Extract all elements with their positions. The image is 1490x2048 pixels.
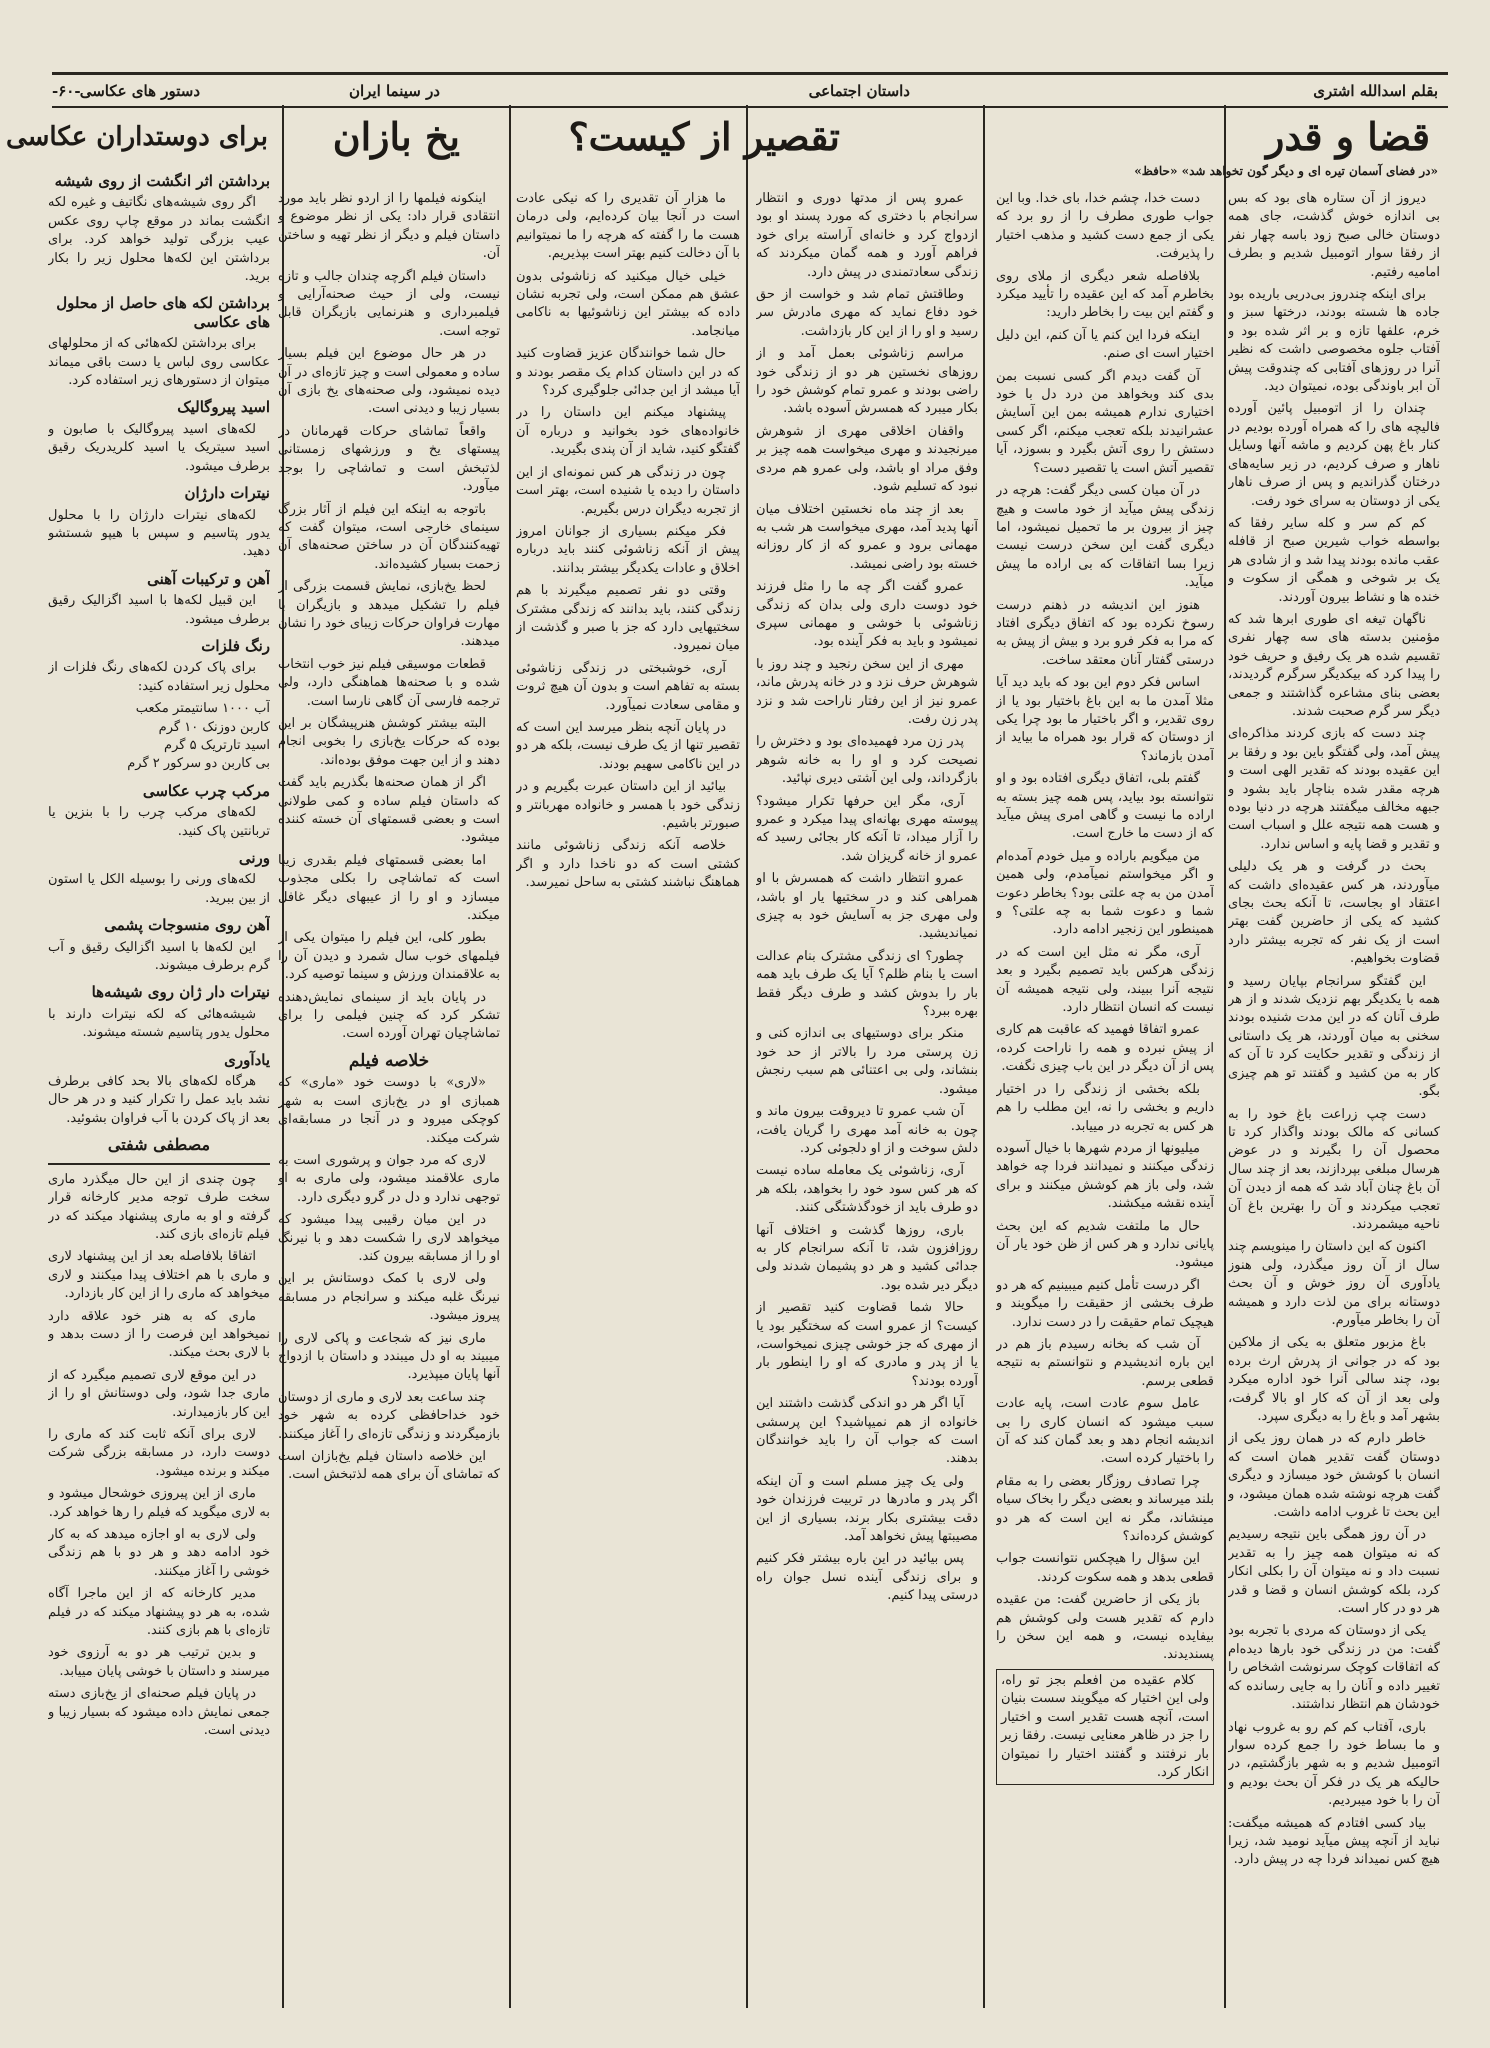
paragraph: عمرو اتفاقا فهمید که عاقبت هم کاری از پیش نبرده و همه را ناراحت کرده، پس از آن دیگر در این باب چیزی نگفت. [996,1022,1214,1075]
paragraph: آیا اگر هر دو اندکی گذشت داشتند این خانواده از هم نمیپاشید؟ این پرسشی است که جواب آن را باید خوانندگان بدهند. [756,1396,978,1467]
column-3 [756,190,978,2008]
paragraph: باری، روزها گذشت و اختلاف آنها روزافزون شد، تا آنکه سرانجام کار به جدائی کشید و هر دو پشیمان شدند ولی دیگر دیر شده بود. [756,1222,978,1293]
column-rule [983,105,985,2008]
paragraph: قطعات موسیقی فیلم نیز خوب انتخاب شده و با صحنه‌ها هماهنگی دارد، ولی ترجمه فارسی آن گاهی نارسا است. [278,656,500,709]
paragraph: این خلاصه داستان فیلم یخ‌بازان است که تماشای آن برای همه لذتبخش است. [278,1449,500,1483]
paragraph: چرا تصادف روزگار بعضی را به مقام بلند میرساند و بعضی دیگر را بخاک سیاه مینشاند، مگر نه این است که هر دو کوشش کرده‌اند؟ [996,1473,1214,1545]
paragraph: حال ما ملتفت شدیم که این بحث پایانی ندارد و هر کس از ظن خود یار آن میشود. [996,1218,1214,1271]
paragraph: بیاد کسی افتادم که همیشه میگفت: نباید از آنچه پیش میآید نومید شد، زیرا هیچ کس نمیداند فردا چه در پیش دارد. [1228,1815,1440,1868]
section-heading: اسید پیروگالیک [177,398,270,417]
paragraph: در پایان آنچه بنظر میرسد این است که تقصیر تنها از یک طرف نیست، بلکه هر دو در این ناکامی سهیم بودند. [516,719,740,772]
article-title-photography: برای دوستداران عکاسی [5,122,268,152]
paragraph: ماری که به هنر خود علاقه دارد نمیخواهد این فرصت را از دست بدهد و با لاری بحث میکند. [48,1308,270,1361]
paragraph: دیروز از آن ستاره های بود که بس بی اندازه خوش گذشت، جای همه دوستان خالی صبح زود باسه چهار نفر از رفقا سوار اتومبیل شدیم و بطرف امامیه رفتیم. [1228,191,1440,280]
paragraph: آری، مگر نه مثل این است که در زندگی هرکس باید تصمیم بگیرد و بعد نتیجه آنرا ببیند، ولی نتیجه همیشه آن نیست که انسان انتظار دارد. [996,944,1214,1016]
paragraph: ماری از این پیروزی خوشحال میشود و به لاری میگوید که فیلم را رها خواهد کرد. [48,1486,270,1520]
section-heading: مرکب چرب عکاسی [142,781,270,800]
paragraph: لاری که مرد جوان و پرشوری است به ماری علاقمند میشود، ولی ماری به او توجهی ندارد و دل در گرو دیگری دارد. [278,1152,500,1205]
paragraph: بحث در گرفت و هر یک دلیلی میآوردند، هر کس عقیده‌ای داشت که اعتقاد او بجاست، تا آنکه بحث بجای کشید که یکی از حاضرین گفت بهتر است از یک نفر که تجربه بیشتر دارد قضاوت بخواهیم. [1228,859,1440,967]
paragraph: البته بیشتر کوشش هنرپیشگان بر این بوده که حرکات یخ‌بازی را بخوبی انجام دهند و از این جهت موفق بوده‌اند. [278,715,500,768]
paragraph: چون چندی از این حال میگذرد ماری سخت طرف توجه مدیر کارخانه قرار گرفته و او به ماری پیشنهاد میکند که در فیلم تازه‌ای بازی کند. [48,1171,270,1242]
section-heading: رنگ فلزات [201,636,270,655]
paragraph: من میگویم باراده و میل خودم آمده‌ام و اگر میخواستم نمیآمدم، ولی همین آمدن من به چه علتی بود؟ بخاطر دعوت شما و دعوت شما به چه علتی؟ و همینطور این زنجیر ادامه دارد. [996,848,1214,938]
paragraph: اساس فکر دوم این بود که باید دید آیا مثلا آمدن ما به این باغ باختیار بود یا از روی تقدیر، و اگر باختیار ما بود چرا یکی از دوستان که قرار بود همراه ما بیاید از آمدن بازماند؟ [996,675,1214,764]
paragraph: چندان را از اتومبیل پائین آورده فالیچه های را که همراه آورده بودیم در کنار باغ پهن کردیم و ماشه آنها وسایل ناهار و صرف کردیم، در زیر سایه‌های درختان گذراندیم و پس از صرف ناهار یکی از دوستان به سرای خود رفت. [1228,401,1440,509]
paragraph: مراسم زناشوئی بعمل آمد و از روزهای نخستین هر دو از زندگی خود راضی بودند و عمرو تمام کوشش خود را بکار میبرد که همسرش آسوده باشد. [756,346,978,417]
paragraph: پدر زن مرد فهمیده‌ای بود و دخترش را نصیحت کرد و او را به خانه شوهر بازگرداند، ولی این آشتی دیری نپائید. [756,734,978,787]
paragraph: شیشه‌هائی که لکه نیترات دارند با محلول یدور پتاسیم شسته میشوند. [48,1006,270,1041]
paragraph: بیائید از این داستان عبرت بگیریم و در زندگی خود با همسر و خانواده مهربانتر و صبورتر باشیم. [516,779,740,831]
column-4 [516,190,740,2008]
paragraph: یکی از دوستان که مردی با تجربه بود گفت: من در زندگی خود بارها دیده‌ام که اتفاقات کوچک سرنوشت اشخاص را تغییر داده و آنان را به جایی رسانده که خودشان هم انتظار نداشتند. [1228,1623,1440,1713]
article-title-yakh-bazan: یخ بازان [332,114,460,159]
paragraph: پس بیائید در این باره بیشتر فکر کنیم و برای زندگی آینده نسل جوان راه درستی پیدا کنیم. [756,1551,978,1604]
paragraph: اینکه فردا این کنم یا آن کنم، این دلیل اختیار است ای صنم. [996,327,1214,362]
boxed-note: کلام عقیده من افعلم بجز تو راه، ولی این اختیار که میگویند سست بنیان است، آنچه هست تقدیر است و اختیار را جز در ظاهر معنایی نیست. رفقا زیر بار نرفتند و گفتند اختیار را نمیتوان انکار کرد. [996,1669,1214,1785]
column-1 [1228,190,1440,2008]
paragraph: باری، آفتاب کم کم رو به غروب نهاد و ما بساط خود را جمع کرده سوار اتومبیل شدیم و به شهر بازگشتیم، در حالیکه هر یک در فکر آن بحث بودیم و آن را با خود میبردیم. [1228,1719,1440,1809]
paragraph: چطور؟ ای زندگی مشترک بنام عدالت است یا بنام ظلم؟ آیا یک طرف باید همه بار را بدوش کشد و طرف دیگر فقط بهره ببرد؟ [756,948,978,1020]
paragraph: خاطر دارم که در همان روز یکی از دوستان گفت تقدیر همان است که انسان با کوشش خود میسازد و دیگری گفت هرچه نوشته شده همان میشود، و این بحث تا غروب ادامه داشت. [1228,1431,1440,1521]
paragraph: عمرو گفت اگر چه ما را مثل فرزند خود دوست داری ولی بدان که زندگی زناشوئی با خوشی و مهمانی سپری نمیشود و باید به فکر آینده بود. [756,579,978,650]
section-heading: برداشتن لکه های حاصل از محلول های عکاسی [56,294,270,331]
page-number: -۶۰- [52,82,81,100]
paragraph: بلکه بخشی از زندگی را در اختیار داریم و بخشی را نه، این مطلب را هم هر کس به تجربه در مییابد. [996,1081,1214,1134]
paragraph: عمرو انتظار داشت که همسرش با او همراهی کند و در سختیها یار او باشد، ولی مهری جز به آسایش خود به چیزی نمیاندیشید. [756,871,978,942]
paragraph: مهری از این سخن رنجید و چند روز با شوهرش حرف نزد و در خانه پدرش ماند، عمرو نیز از این رفتار ناراحت شد و نزد پدر زن رفت. [756,656,978,727]
paragraph: ماری نیز که شجاعت و پاکی لاری را میبیند به او دل میبندد و داستان با ازدواج آنها پایان میپذیرد. [278,1330,500,1383]
paragraph: در این میان رقیبی پیدا میشود که میخواهد لاری را شکست دهد و با نیرنگ او را از مسابقه بیرون کند. [278,1212,500,1264]
paragraph: داستان فیلم اگرچه چندان جالب و تازه نیست، ولی از حیث صحنه‌آرایی و فیلمبرداری و هنرنمایی بازیگران قابل توجه است. [278,268,500,339]
paragraph: بطور کلی، این فیلم را میتوان یکی از فیلمهای خوب سال شمرد و دیدن آن را به علاقمندان ورزش و سینما توصیه کرد. [278,930,500,983]
paragraph: اما بعضی قسمتهای فیلم بقدری زیبا است که تماشاچی را بکلی مجذوب میسازد و او را از عیبهای دیگر غافل میکند. [278,852,500,924]
paragraph: آری، مگر این حرفها تکرار میشود؟ پیوسته مهری بهانه‌ای پیدا میکرد و عمرو را آزار میداد، تا آنکه کار بجائی رسید که عمرو از خانه گریزان شد. [756,793,978,864]
paragraph: آن شب عمرو تا دیروقت بیرون ماند و چون به خانه آمد مهری را گریان یافت، دلش سوخت و از او دلجوئی کرد. [756,1104,978,1156]
paragraph: دست چپ زراعت باغ خود را به کسانی که مالک بودند واگذار کرد تا محصول آن را بگیرند و در عوض هرسال مبلغی بپردازند، بعد از چند سال آن باغ چنان آباد شد که همه از دیدن آن تعجب میکردند و آن را بهترین باغ آن ناحیه میشمردند. [1228,1106,1440,1232]
paragraph: حال شما خوانندگان عزیز قضاوت کنید که در این داستان کدام یک مقصر بودند و آیا میشد از این جدائی جلوگیری کرد؟ [516,346,740,399]
paragraph: برای پاک کردن لکه‌های رنگ فلزات از محلول زیر استفاده کنید: [48,660,270,694]
section-heading: آهن روی منسوجات پشمی [104,916,270,935]
paragraph: مدیر کارخانه که از این ماجرا آگاه شده، به هر دو پیشنهاد میکند که در فیلم تازه‌ای با هم بازی کنند. [48,1586,270,1639]
column-2 [996,190,1214,2008]
paragraph: در این موقع لاری تصمیم میگیرد که از ماری جدا شود، ولی دوستانش او را از این کار بازمیدارند. [48,1367,270,1420]
article-title-taqsir-az-kist: تقصیر از کیست؟ [568,114,840,159]
section-label-photography: دستور های عکاسی [79,82,200,100]
paragraph: برای اینکه چندروز بی‌دریی باریده بود جاده ها شسته بودند، درختها سبز و خرم، علفها تازه و بر اثر شده بود و آفتاب جلوه مخصوصی داشت که نظیر آنرا در روزهای آفتابی که چندوقت پیش آن ابر باوندگی بوده، نمیتوان دید. [1228,287,1440,395]
formula-line: بی کاربن دو سرکور ۲ گرم [127,756,270,772]
paragraph: دست خدا، چشم خدا، بای خدا. وبا این جواب طوری مطرف را از رو برد که یکی از جمع دست کشید و مذهب اختیار را پذیرفت. [996,191,1214,262]
formula-line: آب ۱۰۰۰ سانتیمتر مکعب [135,701,270,717]
paragraph: در آن روز همگی باین نتیجه رسیدیم که نه میتوان همه چیز را به تقدیر نسبت داد و نه میتوان آن را بکلی انکار کرد، بلکه کوشش انسان و قضا و قدر هر دو در کار است. [1228,1527,1440,1617]
paragraph: در پایان فیلم صحنه‌ای از یخ‌بازی دسته جمعی نمایش داده میشود که بسیار زیبا و دیدنی است. [48,1686,270,1739]
paragraph: حالا شما قضاوت کنید تقصیر از کیست؟ از عمرو است که سختگیر بود یا از مهری که جز خوشی چیزی نمیخواست، یا از پدر و مادری که او را اینطور بار آورده بودند؟ [756,1300,978,1389]
formula-line: کاربن دوزنک ۱۰ گرم [158,719,270,735]
paragraph: در پایان باید از سینمای نمایش‌دهنده تشکر کرد که چنین فیلمی را برای تماشاچیان تهران آورده است. [278,989,500,1042]
paragraph: وقتی دو نفر تصمیم میگیرند با هم زندگی کنند، باید بدانند که زندگی مشترک سختیهایی دارد که جز با صبر و گذشت از میان نمیرود. [516,583,740,654]
paragraph: اگر روی شیشه‌های نگاتیف و غیره لکه انگشت بماند در موقع چاپ روی عکس عیب بزرگی تولید خواهد کرد. برای برداشتن این لکه‌ها محلول زیر را بکار برید. [48,195,270,285]
paragraph: واقفان اخلاقی مهری از شوهرش میرنجیدند و مهری میخواست همه چیز بر وفق مراد او باشد، ولی عمرو هم مردی نبود که تسلیم شود. [756,423,978,495]
column-rule [746,105,748,2008]
paragraph: وطاقتش تمام شد و خواست از حق خود دفاع نماید که مهری مادرش سر رسید و او را از این کار بازداشت. [756,287,978,339]
paragraph: این قبیل لکه‌ها با اسید اگزالیک رقیق برطرف میشود. [48,593,270,627]
paragraph: این لکه‌ها با اسید اگزالیک رقیق و آب گرم برطرف میشوند. [48,939,270,974]
paragraph: اگر درست تأمل کنیم میبینیم که هر دو طرف بخشی از حقیقت را میگویند و هیچیک تمام حقیقت را در دست ندارد. [996,1277,1214,1330]
section-heading: آهن و ترکیبات آهنی [147,569,270,588]
paragraph: اینکونه فیلمها را از اردو نظر باید مورد انتقادی قرار داد: یکی از نظر موضوع و داستان فیلم و دیگر از نظر تهیه و ساختن آن. [278,191,500,262]
column-6 [48,164,270,2008]
paragraph: گفتم بلی، اتفاق دیگری افتاده بود و او نتوانسته بود بیاید، پس همه چیز بسته به اراده ما نیست و گاهی امری پیش میآید که از دست ما خارج است. [996,771,1214,842]
paragraph: آری، خوشبختی در زندگی زناشوئی بسته به تفاهم است و بدون آن هیچ ثروت و مقامی سعادت نمیآورد. [516,660,740,713]
film-summary-heading: خلاصه فیلم [348,1050,430,1071]
paragraph: واقعاً تماشای حرکات قهرمانان در پیستهای یخ و ورزشهای زمستانی لذتبخش است و تماشاچی را بوجد میآورد. [278,423,500,495]
paragraph: باغ مزبور متعلق به یکی از ملاکین بود که در جوانی از پدرش ارث برده بود، چند سالی آنرا خود اداره میکرد ولی بعد از آن که کار او بالا گرفت، بشهر آمد و باغ را به دیگری سپرد. [1228,1335,1440,1424]
paragraph: این سؤال را هیچکس نتوانست جواب قطعی بدهد و همه سکوت کردند. [996,1551,1214,1585]
paragraph: لاری برای آنکه ثابت کند که ماری را دوست دارد، در مسابقه بزرگی شرکت میکند و برنده میشود. [48,1426,270,1479]
paragraph: آن گفت دیدم اگر کسی نسبت بمن بدی کند وبخواهد من درد دل با خود اختیاری ندارم همیشه بمن این آسایش عشرانیدند بلکه تعجب میکنم، اگر کسی دستش را روی آتش بگیرد و بسوزد، آیا تقصیر آتش است یا تقصیر دست؟ [996,368,1214,476]
author-byline: بقلم اسدالله اشتری [1313,82,1438,100]
paragraph: لکه‌های اسید پیروگالیک با صابون و اسید سیتریک یا اسید کلریدریک رقیق برطرف میشود. [48,421,270,474]
paragraph: لکه‌های نیترات دارژان را با محلول یدور پتاسیم و سپس با هیپو شستشو دهید. [48,507,270,560]
section-label-social-story: داستان اجتماعی [808,82,910,100]
formula-line: اسید تارتریک ۵ گرم [164,737,270,753]
column-rule [1224,105,1226,2008]
paragraph: عامل سوم عادت است، پایه عادت سبب میشود که انسان کاری را بی اندیشه انجام دهد و بعد گمان کند که آن را باختیار کرده است. [996,1396,1214,1467]
paragraph: هنوز این اندیشه در ذهنم درست رسوخ نکرده بود که اتفاق دیگری افتاد که مرا به فکر فرو برد و بیش از پیش به درستی گفتار آنان معتقد ساخت. [996,597,1214,668]
paragraph: منکر برای دوستیهای بی اندازه کنی و زن پرستی مرد را بالاتر از حد خود بنشاند، ولی بی اعتنائی هم سبب رنجش میشود. [756,1026,978,1097]
section-heading: ورنی [238,849,270,867]
paragraph: ما هزار آن تقدیری را که نیکی عادت است در آنجا بیان کرده‌ایم، ولی درمان هست ما را گفته که هرچه را ما نمیتوانیم با آن دخالت کنیم بهتر است بپذیریم. [516,191,740,262]
paragraph: کم کم سر و کله سایر رفقا که بواسطه خواب شیرین صبح از قافله عقب مانده بودند پیدا شد و از شادی هر یک بر شوخی و همگی از سکوت و خنده ها و نشاط بیرون آوردند. [1228,515,1440,605]
header-rule [52,106,1448,108]
column-5 [278,190,500,2008]
paragraph: اتفاقا بلافاصله بعد از این پیشنهاد لاری و ماری با هم اختلاف پیدا میکنند و لاری میخواهد که ماری را از این کار بازدارد. [48,1249,270,1302]
paragraph: هرگاه لکه‌های بالا بحد کافی برطرف نشد باید عمل را تکرار کنید و در هر حال بعد از پاک کردن با آب فراوان بشوئید. [48,1074,270,1126]
paragraph: چون در زندگی هر کس نمونه‌ای از این داستان را دیده یا شنیده است، بهتر است از تجربه دیگران درس بگیریم. [516,464,740,517]
paragraph: فکر میکنم بسیاری از جوانان امروز پیش از آنکه زناشوئی کنند باید درباره اخلاق و عادات یکدیگر بیشتر بدانند. [516,523,740,576]
paragraph: و بدین ترتیب هر دو به آرزوی خود میرسند و داستان با خوشی پایان مییابد. [48,1645,270,1679]
paragraph: چند ساعت بعد لاری و ماری از دوستان خود خداحافظی کرده به شهر خود بازمیگردند و زندگی تازه‌ای را آغاز میکنند. [278,1389,500,1442]
paragraph: ولی لاری با کمک دوستانش بر این نیرنگ غلبه میکند و سرانجام در مسابقه پیروز میشود. [278,1271,500,1324]
epigraph: «در فضای آسمان تیره ای و دیگر گون تخواهد شد» «حافظ» [1134,164,1438,178]
paragraph: ولی لاری به او اجازه میدهد که به کار خود ادامه دهد و هر دو با هم زندگی خوشی را آغاز میکنند. [48,1527,270,1579]
paragraph: عمرو پس از مدتها دوری و انتظار سرانجام با دختری که مورد پسند او بود ازدواج کرد و خانه‌ای آراسته برای خود فراهم آورد و همه گمان میکردند که زندگی سعادتمندی در پیش دارد. [756,191,978,280]
paragraph: پیشنهاد میکنم این داستان را در خانواده‌های خود بخوانید و درباره آن گفتگو کنید، شاید از آن پندی بگیرید. [516,405,740,458]
top-rule [52,72,1448,75]
paragraph: لکه‌های مرکب چرب را با بنزین یا تربانتین پاک کنید. [48,805,270,839]
paragraph: در هر حال موضوع این فیلم بسیار ساده و معمولی است و چیز تازه‌ای در آن دیده نمیشود، ولی صحنه‌های یخ بازی آن بسیار زیبا و دیدنی است. [278,346,500,417]
paragraph: «لاری» با دوست خود «ماری» که همبازی او در یخ‌بازی است به شهر کوچکی میرود و در آنجا در مسابقه‌ای شرکت میکند. [278,1075,500,1146]
paragraph: چند دست که بازی کردند مذاکره‌ای پیش آمد، ولی گفتگو باین بود و رفقا بر این عقیده بودند که تقدیر الهی است و هرچه مقدر شده بناچار باید بشود و جبهه مخالف میگفتند هرچه در دنیا بوده و هست همه نتیجه علل و اسباب است و تقدیر و قضا پایه و اساس ندارد. [1228,726,1440,852]
column-rule [509,105,511,2008]
paragraph: لحظ یخ‌بازی، نمایش قسمت بزرگی از فیلم را تشکیل میدهد و بازیگران با مهارت فراوان حرکات زیبای خود را نشان میدهند. [278,579,500,650]
paragraph: ناگهان تیغه ای طوری ابرها شد که مؤمنین بدسته های سه چهار نفری تقسیم شده هر یک رفیق و حریف خود را پیدا کرد که بیکدیگر سرگرم گردیدند، بعضی بنای مشاعره گذاشتند و جمعی دیگر سر گرم صحبت شدند. [1228,611,1440,719]
paragraph: خیلی خیال میکنید که زناشوئی بدون عشق هم ممکن است، ولی تجربه نشان داده که بیشتر این زناشوئیها به ناکامی میانجامد. [516,268,740,339]
section-heading: نیترات دارژان [184,484,270,503]
author-signature: مصطفی شفتی [107,1135,211,1155]
section-heading: نیترات دار ژان روی شیشه‌ها [91,983,270,1002]
section-heading: برداشتن اثر انگشت از روی شیشه [54,172,270,190]
paragraph: باز یکی از حاضرین گفت: من عقیده دارم که تقدیر هست ولی کوشش هم بیفایده نیست، و همه این سخن را پسندیدند. [996,1592,1214,1663]
section-divider [48,1163,270,1165]
paragraph: آری، زناشوئی یک معامله ساده نیست که هر کس سود خود را بخواهد، بلکه هر دو طرف باید از خودگذشتگی کنند. [756,1163,978,1216]
paragraph: باتوجه به اینکه این فیلم از آثار بزرگ سینمای خارجی است، میتوان گفت که تهیه‌کنندگان آن در ساختن صحنه‌های آن زحمت بسیار کشیده‌اند. [278,501,500,572]
section-heading: یادآوری [224,1050,270,1069]
section-label-cinema: در سینما ایران [348,82,440,100]
paragraph: میلیونها از مردم شهرها با خیال آسوده زندگی میکنند و نمیدانند فردا چه خواهد شد، ولی باز هم کوشش میکنند و برای آینده نقشه میکشند. [996,1140,1214,1212]
article-title-qaza-o-qadar: قضا و قدر [1266,114,1430,159]
paragraph: آن شب که بخانه رسیدم باز هم در این باره اندیشیدم و نتوانستم به نتیجه قطعی برسم. [996,1336,1214,1389]
paragraph: ولی یک چیز مسلم است و آن اینکه اگر پدر و مادرها در تربیت فرزندان خود دقت بیشتری بکار برند، بسیاری از این مصیبتها پیش نخواهد آمد. [756,1473,978,1545]
paragraph: این گفتگو سرانجام بپایان رسید و همه با یکدیگر بهم نزدیک شدند و از هر طرف آنان که در این مدت شنیده بودند سخنی به میان آوردند، هر یک داستانی از زندگی و تقدیر حکایت کرد تا آن که کار به من کشید و گفتند تو هم چیزی بگو. [1228,973,1440,1100]
paragraph: برای برداشتن لکه‌هائی که از محلولهای عکاسی روی لباس یا دست باقی میماند میتوان از دستورهای زیر استفاده کرد. [48,336,270,389]
paragraph: اکنون که این داستان را مینویسم چند سال از آن روز میگذرد، ولی هنوز یادآوری آن روز خوش و آن بحث دوستانه برای من لذت دارد و همیشه آن را بخاطر میآورم. [1228,1239,1440,1328]
paragraph: در آن میان کسی دیگر گفت: هرچه در زندگی پیش میآید از خود ماست و هیچ چیز از بیرون بر ما تحمیل نمیشود، اما دیگری گفت این سخن درست نیست زیرا بسا اتفاقات که بی اراده ما پیش میآید. [996,483,1214,591]
paragraph: اگر از همان صحنه‌ها بگذریم باید گفت که داستان فیلم ساده و کمی طولانی است و بعضی قسمتهای آن خسته کننده میشود. [278,775,500,846]
paragraph: بلافاصله شعر دیگری از ملای روی بخاطرم آمد که این عقیده را تأیید میکرد و گفتم این بیت را بخاطر دارید: [996,268,1214,321]
paragraph: بعد از چند ماه نخستین اختلاف میان آنها پدید آمد، مهری میخواست هر شب به مهمانی برود و عمرو که از کار روزانه خسته بود راضی نمیشد. [756,501,978,572]
paragraph: لکه‌های ورنی را بوسیله الکل یا استون از بین ببرید. [48,872,270,906]
paragraph: خلاصه آنکه زندگی زناشوئی مانند کشتی است که دو ناخدا دارد و اگر هماهنگ نباشند کشتی به ساحل نمیرسد. [516,838,740,891]
